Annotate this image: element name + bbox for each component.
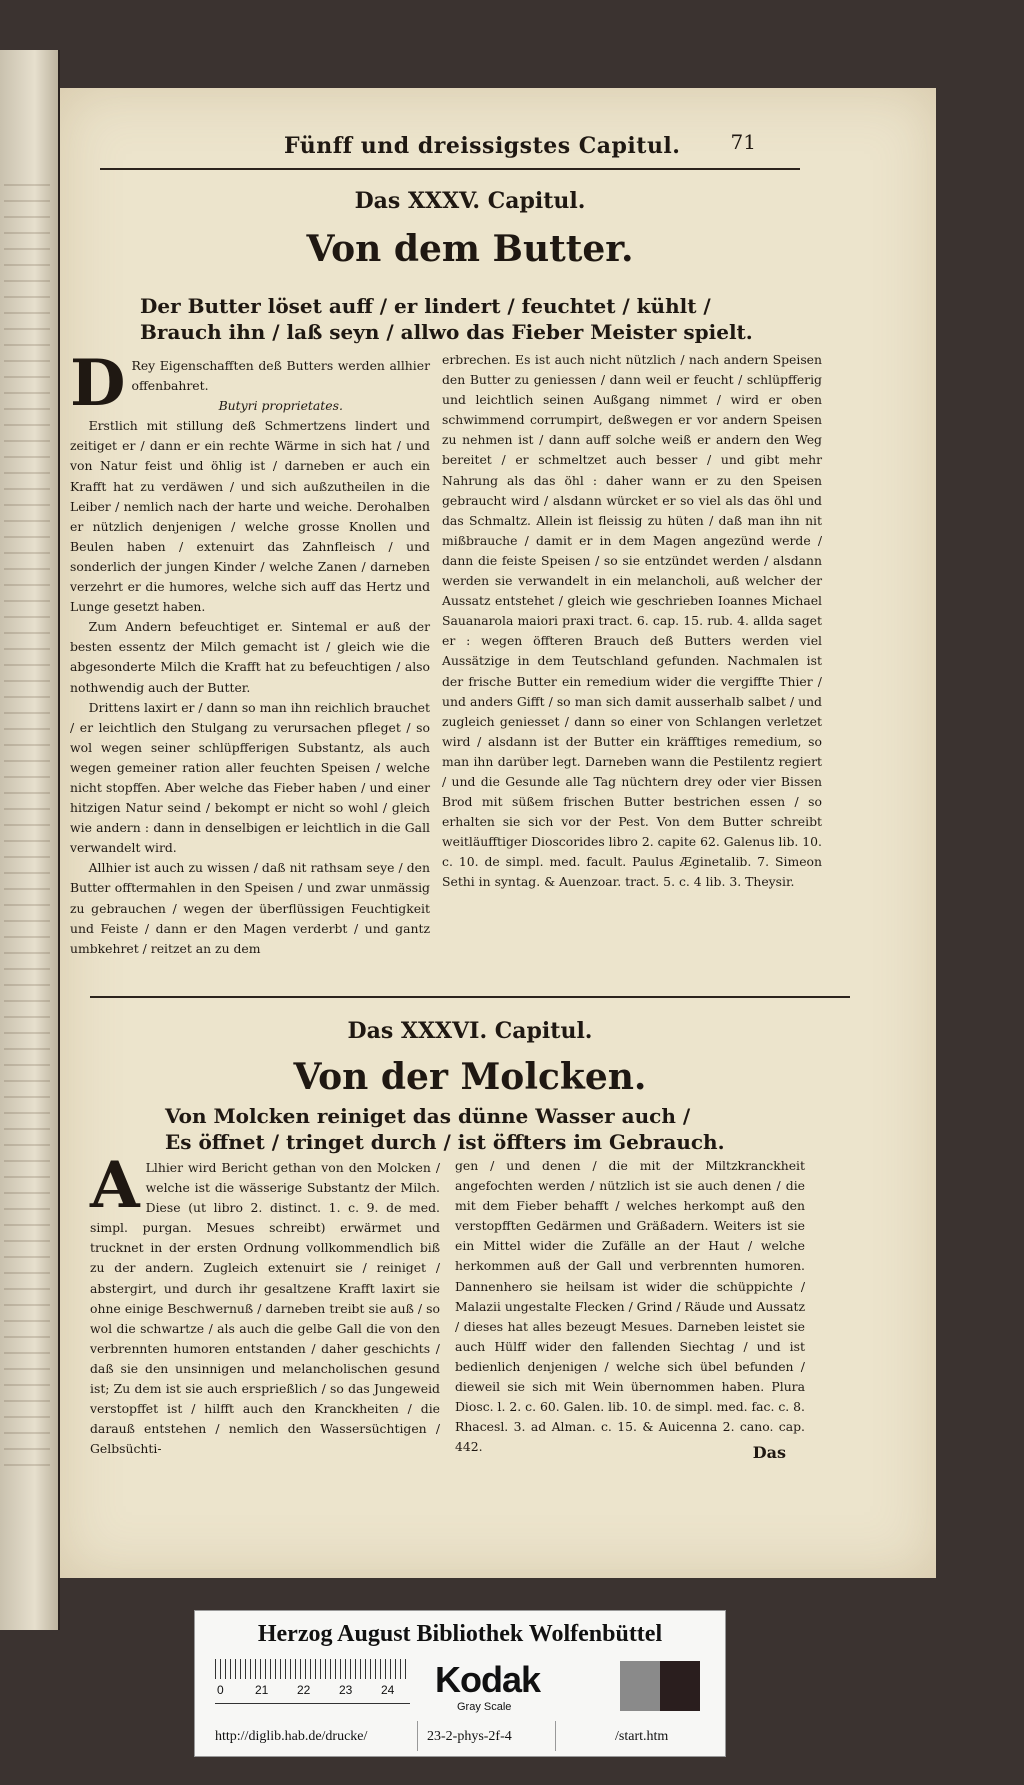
chapter35-title: Von dem Butter.: [306, 228, 634, 270]
kodak-logo: Kodak: [435, 1659, 541, 1700]
gray-scale-label: Gray Scale: [457, 1701, 512, 1713]
verse-line: Es öffnet / tringet durch / ist öffters im Gebrauch.: [165, 1130, 725, 1154]
chapter35-left-column: [70, 346, 430, 959]
dropcap: A: [90, 1148, 140, 1223]
header-rule: [100, 168, 800, 170]
chapter36-left-column: [90, 1148, 440, 1459]
gray-patch: [620, 1661, 660, 1711]
dropcap: D: [70, 346, 126, 421]
paragraph: Zum Andern befeuchtiget er. Sintemal er auß der besten essentz der Milch gemacht ist / gleich wie die abgesonderte Milch die Krafft hat zu befeuchtigen / also nothwendig auch der Butter.: [70, 619, 430, 695]
paragraph: Llhier wird Bericht gethan von den Molcken / welche ist die wässerige Substantz der Milch. Diese (ut libro 2. distinct. 1. c. 9. de med. simpl. purgan. Mesues schreibt) erwärmet und trucknet in der ersten Ordnung vollkommendlich biß zu der andern. Zugleich extenuirt sie / reiniget / abstergirt, und durch ihr gesaltzene Krafft laxirt sie ohne einige Beschwernuß / darneben treibt sie auß / so wol die schwartze / als auch die gelbe Gall die von den verbrennten humoren entstanden / daher geschichts / daß sie den unsinnigen und melancholischen gesund ist; Zu dem ist sie auch ersprießlich / so das Jungeweid verstopffet ist / hilfft auch den Kranckheiten / die darauß entstehen / nemlich den Wassersüchtigen / Gelbsüchti-: [90, 1160, 440, 1457]
gray-patch: [660, 1661, 700, 1711]
page-number: 71: [730, 130, 756, 154]
ruler-label: 0: [217, 1683, 224, 1697]
chapter35-right-column: [442, 350, 822, 893]
facing-page-edge: [0, 50, 60, 1630]
url-part: /start.htm: [615, 1729, 669, 1744]
paragraph: Allhier ist auch zu wissen / daß nit rathsam seye / den Butter offtermahlen in den Speisen / und zwar unmässig zu gebrauchen / wegen der überflüssigen Feuchtigkeit und Feiste / dann er den Magen verderbt / und gantz umbkehret / reitzet an zu dem: [70, 860, 430, 956]
chapter35-heading: Das XXXV. Capitul.: [354, 188, 586, 214]
facing-page-text-strip: [4, 170, 50, 1470]
chapter35-intro: Rey Eigenschafften deß Butters werden allhier offenbahret.: [131, 358, 430, 394]
paragraph: Drittens laxirt er / dann so man ihn reichlich brauchet / er leichtlich den Stulgang zu verursachen pfleget / so wol wegen seiner schlüpfferigen Substantz, als auch wegen gemeiner ration aller feuchten Speisen / welche nicht stopffen. Aber welche das Fieber haben / und einer hitzigen Natur seind / bekompt er nicht so wohl / gleich wie andern : dann in denselbigen er leichtlich in die Gall verwandelt wird.: [70, 699, 430, 856]
library-target-card: [194, 1610, 726, 1757]
url-part: 23-2-phys-2f-4: [427, 1729, 512, 1744]
chapter36-title: Von der Molcken.: [293, 1056, 647, 1098]
scale-ruler: [215, 1659, 410, 1704]
paragraph: gen / und denen / die mit der Miltzkranckheit angefochten werden / nützlich ist sie auch denen / die mit dem Fieber behafft / welches herkompt auß den verstopfften Gedärmen und Gräßadern. Weiters ist sie ein Mittel wider die Zufälle an der Haut / welche herkommen auß der Gall und verbrennten humoren. Dannenhero sie heilsam ist wider die schüppichte / Malazii ungestalte Flecken / Grind / Räude und Aussatz / dieses hat alles bezeugt Mesues. Darneben leistet sie auch Hülff wider den fallenden Siechtag / und ist bedienlich denjenigen / welche sich übel befunden / dieweil sie sich mit Wein übernommen haben. Plura Diosc. l. 2. c. 60. Galen. lib. 10. de simpl. med. fac. c. 8. Rhacesl. 3. ad Alman. c. 15. & Auicenna 2. cano. cap. 442.: [455, 1158, 805, 1455]
ruler-label: 22: [297, 1683, 311, 1697]
chapter35-verse: [140, 293, 840, 345]
ruler-ticks: [215, 1659, 410, 1679]
ruler-label: 23: [339, 1683, 353, 1697]
chapter35-sidenote: Butyri proprietates.: [218, 398, 343, 414]
chapter-divider-rule: [90, 996, 850, 998]
verse-line: Brauch ihn / laß seyn / allwo das Fieber Meister spielt.: [140, 320, 753, 344]
running-head: Fünff und dreissigstes Capitul.: [284, 133, 681, 159]
verse-line: Von Molcken reiniget das dünne Wasser auch /: [165, 1104, 691, 1128]
library-name: Herzog August Bibliothek Wolfenbüttel: [257, 1621, 663, 1647]
ruler-label: 21: [255, 1683, 269, 1697]
paragraph: erbrechen. Es ist auch nicht nützlich / nach andern Speisen den Butter zu geniessen / dann weil er feucht / schlüpfferig und leichtlich seinen Außgang nimmet / wird er oben schwimmend corrumpirt, deßwegen er vor andern Speisen zu nehmen ist / dann auff solche weiß er andern den Weg bereitet / er schmeltzet auch besser / und gibt mehr Nahrung als das öhl : daher wann er zu den Speisen gebraucht wird / alsdann würcket er so viel als das öhl und das Schmaltz. Allein ist fleissig zu hüten / daß man ihn nit mißbrauche / damit er in dem Magen angezünd werde / dann die feiste Speisen / so sie entzündet werden / alsdann werden sie verwandelt in ein melancholi, auß welcher der Aussatz entstehet / gleich wie geschrieben Ioannes Michael Sauanarola maiori praxi tract. 6. cap. 15. rub. 4. allda saget er : wegen öffteren Brauch deß Butters werden viel Aussätzige in dem Teutschland gefunden. Nachmalen ist der frische Butter ein remedium wider die vergiffte Thier / und anders Gifft / so man sich damit ausserhalb salbet / und zugleich geniesset / dann so einer von Schlangen verletzet wird / alsdann ist der Butter ein kräfftiges remedium, so man ihn darüber legt. Darneben wann die Pestilentz regiert / und die Gesunde alle Tag nüchtern drey oder vier Bissen Brod mit süßem frischen Butter bestrichen essen / so erhalten sie sich vor der Pest. Von dem Butter schreibt weitläufftiger Dioscorides libro 2. capite 62. Galenus lib. 10. c. 10. de simpl. med. facult. Paulus Æginetalib. 7. Simeon Sethi in syntag. & Auenzoar. tract. 5. c. 4 lib. 3. Theysir.: [442, 352, 822, 890]
chapter36-verse: [165, 1103, 825, 1155]
chapter36-heading: Das XXXVI. Capitul.: [347, 1018, 593, 1044]
ruler-label: 24: [381, 1683, 395, 1697]
url-part: http://diglib.hab.de/drucke/: [215, 1729, 368, 1744]
catchword: Das: [752, 1443, 786, 1462]
book-page: [60, 88, 936, 1578]
chapter36-right-column: [455, 1156, 805, 1457]
paragraph: Erstlich mit stillung deß Schmertzens lindert und zeitiget er / dann er ein rechte Wärme in sich hat / und von Natur feist und öhlig ist / darneben er auch ein Krafft hat zu verdäwen / und sich außzutheilen in die Leiber / nemlich nach der harte und weiche. Derohalben er nützlich denjenigen / welche grosse Knollen und Beulen haben / extenuirt das Zahnfleisch / und sonderlich der jungen Kinder / welche Zanen / darneben verzehrt er die humores, welche sich auff das Hertz und Lunge gesetzt haben.: [70, 418, 430, 615]
verse-line: Der Butter löset auff / er lindert / feuchtet / kühlt /: [140, 294, 711, 318]
